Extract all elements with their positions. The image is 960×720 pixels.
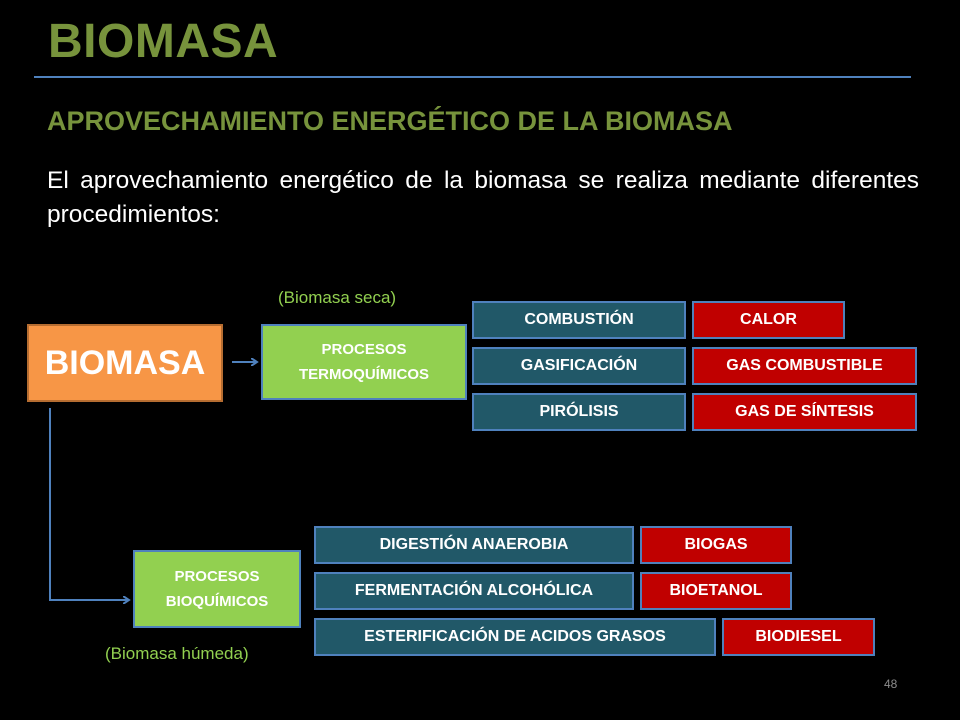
thermo-label-line1: PROCESOS — [321, 341, 407, 358]
method-fatty-acid-esterification: ESTERIFICACIÓN DE ACIDOS GRASOS — [314, 618, 716, 656]
wet-biomass-note: (Biomasa húmeda) — [105, 644, 249, 663]
bio-label-line2: BIOQUÍMICOS — [165, 593, 269, 610]
result-heat: CALOR — [692, 301, 845, 339]
dry-biomass-note: (Biomasa seca) — [278, 288, 397, 307]
slide-subtitle: APROVECHAMIENTO ENERGÉTICO DE LA BIOMASA — [47, 106, 733, 136]
slide-title: BIOMASA — [48, 15, 279, 68]
method-combustion: COMBUSTIÓN — [472, 301, 686, 339]
method-pyrolysis: PIRÓLISIS — [472, 393, 686, 431]
method-gasification: GASIFICACIÓN — [472, 347, 686, 385]
method-anaerobic-digestion: DIGESTIÓN ANAEROBIA — [314, 526, 634, 564]
result-biogas: BIOGAS — [640, 526, 792, 564]
biochemical-process-box — [133, 550, 301, 628]
result-biodiesel: BIODIESEL — [722, 618, 875, 656]
intro-paragraph: El aprovechamiento energético de la biomasa se realiza mediante diferentes procedimientos: — [47, 167, 919, 228]
thermo-label-line2: TERMOQUÍMICOS — [299, 366, 429, 383]
result-bioethanol: BIOETANOL — [640, 572, 792, 610]
biomasa-root-box: BIOMASA — [27, 324, 223, 402]
bio-label-line1: PROCESOS — [174, 568, 260, 585]
result-syngas: GAS DE SÍNTESIS — [692, 393, 917, 431]
thermochemical-process-box — [261, 324, 467, 400]
method-alcoholic-fermentation: FERMENTACIÓN ALCOHÓLICA — [314, 572, 634, 610]
result-fuel-gas: GAS COMBUSTIBLE — [692, 347, 917, 385]
page-number: 48 — [884, 677, 898, 691]
arrow-to-bio — [50, 408, 128, 600]
